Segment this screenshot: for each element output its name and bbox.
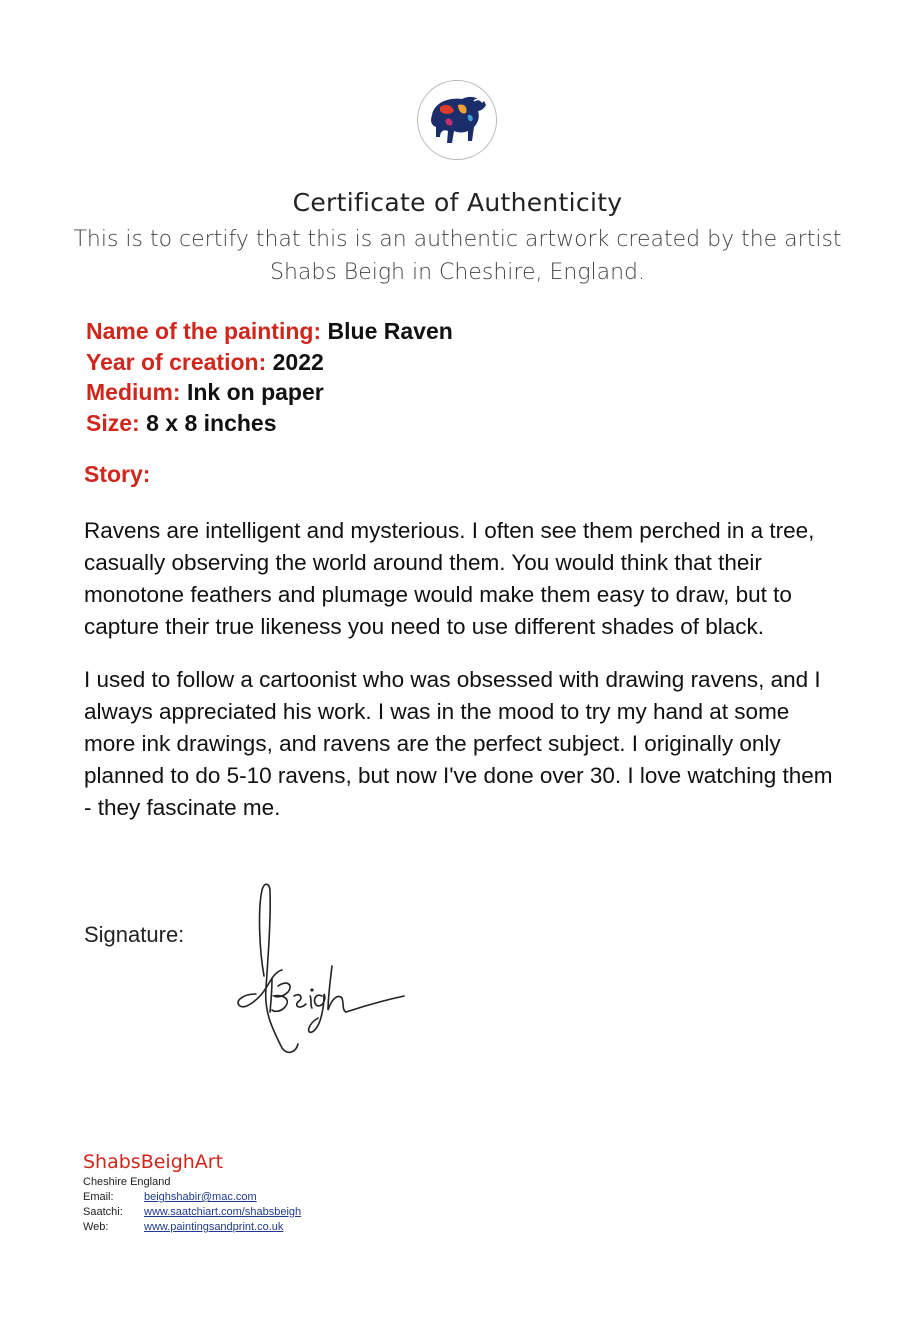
medium-row (86, 377, 453, 408)
footer-contact (83, 1151, 301, 1235)
medium-value: Ink on paper (186, 379, 324, 405)
saatchi-label: Saatchi: (83, 1206, 123, 1218)
saatchi-row (83, 1205, 301, 1220)
story-label: Story: (84, 461, 151, 487)
signature-label: Signature: (84, 922, 185, 947)
bull-logo-icon (417, 80, 497, 160)
web-row (83, 1220, 301, 1235)
signature-image (226, 878, 406, 1063)
year-value: 2022 (272, 348, 324, 375)
email-label: Email: (83, 1191, 114, 1203)
artwork-details (86, 316, 453, 438)
story-paragraph-1: Ravens are intelligent and mysterious. I often see them perched in a tree, casually observing the world around them. You would think that their monotone feathers and plumage would make them easy to draw, but to capture their true likeness you need to use different shades of black. (84, 518, 815, 639)
year-label: Year of creation: (86, 348, 267, 375)
email-row (83, 1190, 301, 1205)
brand-name: ShabsBeighArt (83, 1151, 224, 1173)
email-link[interactable]: beighshabir@mac.com (144, 1191, 257, 1203)
size-label: Size: (86, 409, 140, 436)
statement-line-2: Shabs Beigh in Cheshire, England. (269, 260, 646, 285)
painting-name-row (86, 316, 453, 347)
painting-name-label: Name of the painting: (86, 318, 322, 344)
web-link[interactable]: www.paintingsandprint.co.uk (144, 1221, 284, 1233)
year-row (86, 347, 453, 378)
size-row (86, 408, 453, 439)
medium-label: Medium: (86, 379, 181, 405)
brand-location: Cheshire England (83, 1176, 171, 1188)
story-text (84, 515, 844, 845)
painting-name-value: Blue Raven (327, 318, 453, 344)
certificate-statement (60, 223, 855, 289)
statement-line-1: This is to certify that this is an authentic artwork created by the artist (73, 227, 842, 252)
web-label: Web: (83, 1221, 109, 1233)
story-paragraph-2: I used to follow a cartoonist who was obsessed with drawing ravens, and I always appreciated his work. I was in the mood to try my hand at some more ink drawings, and ravens are the perfect subject. I originally only planned to do 5-10 ravens, but now I've done over 30. I love watching them - they fascinate me. (84, 667, 833, 820)
size-value: 8 x 8 inches (146, 409, 277, 436)
page-title: Certificate of Authenticity (292, 188, 623, 217)
saatchi-link[interactable]: www.saatchiart.com/shabsbeigh (144, 1206, 302, 1218)
